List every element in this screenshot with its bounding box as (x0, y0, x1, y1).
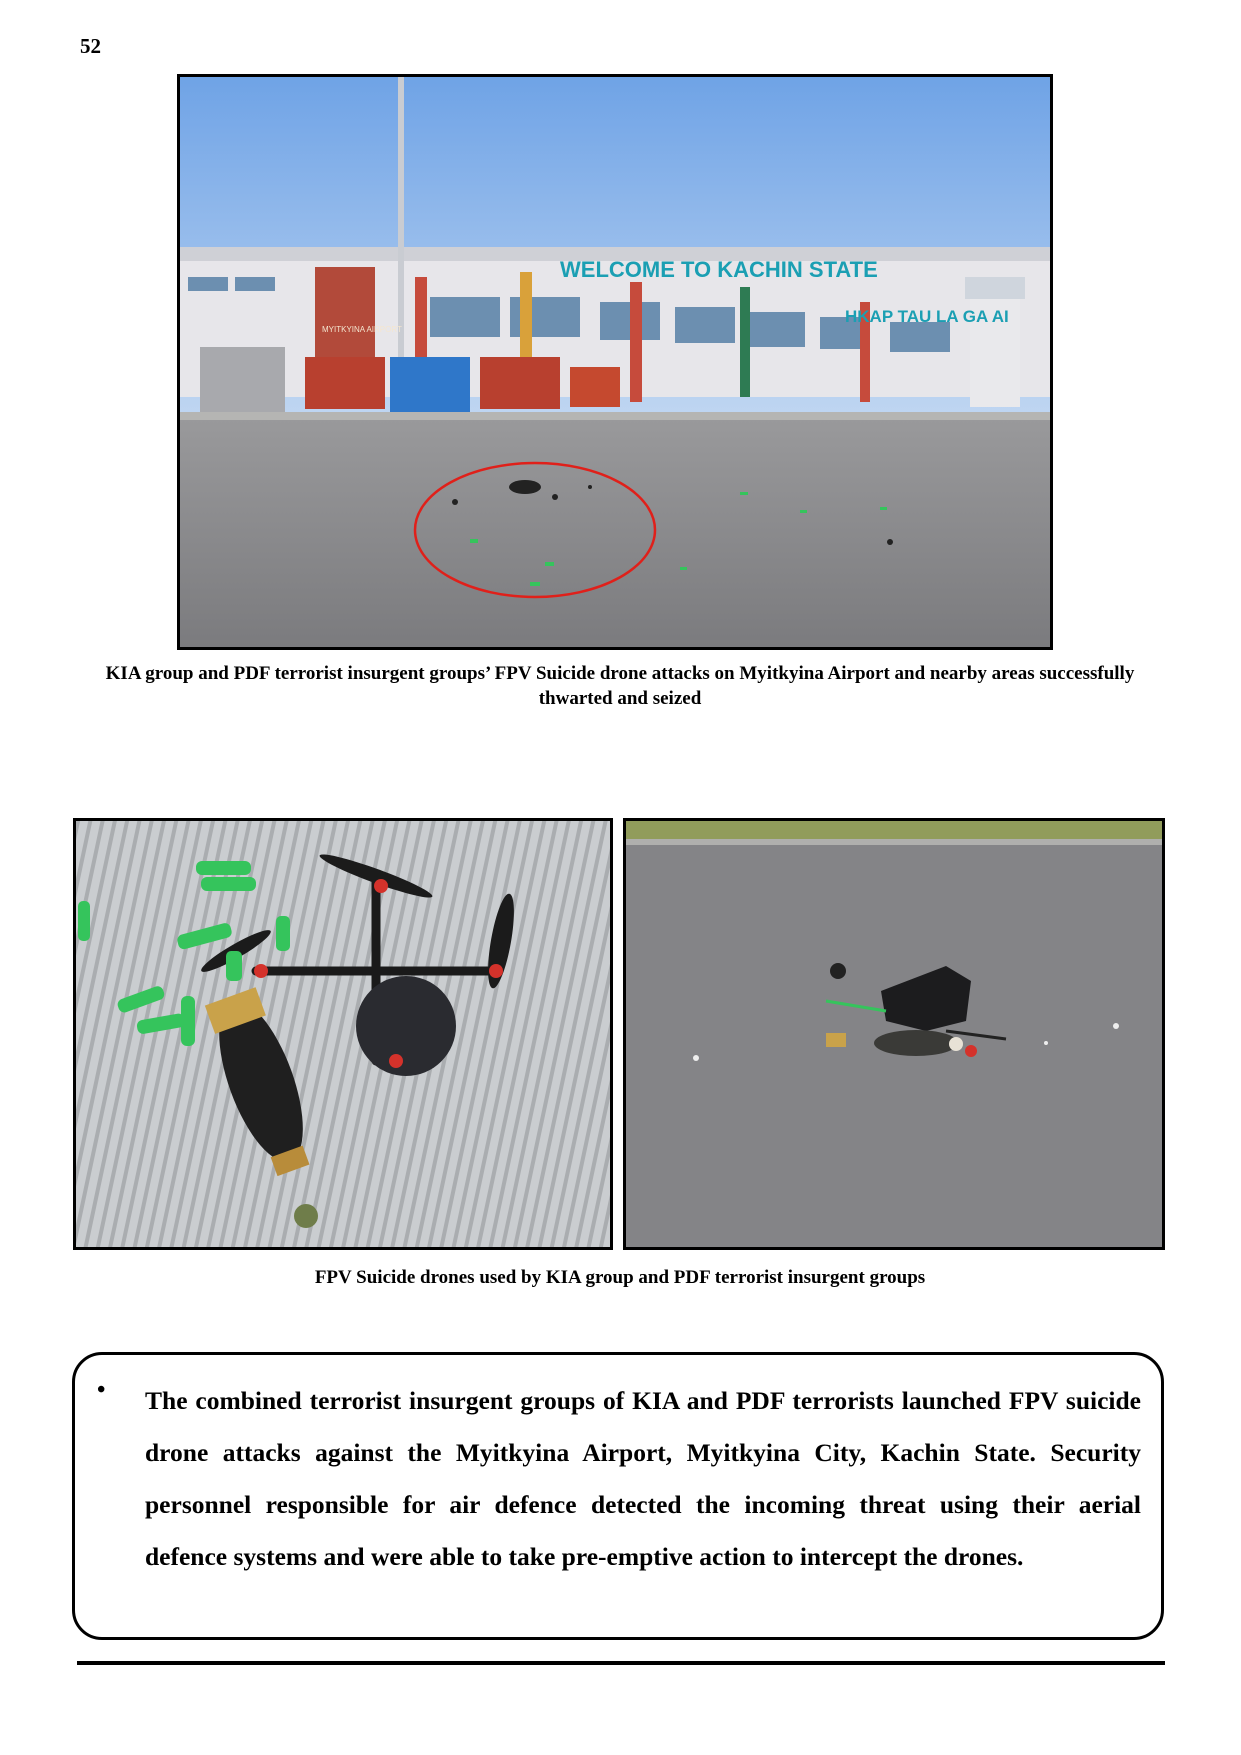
footer-rule (77, 1661, 1165, 1665)
sign-greeting: HKAP TAU LA GA AI (845, 307, 1009, 326)
drone-photos-caption: FPV Suicide drones used by KIA group and PDF terrorist insurgent groups (314, 1267, 926, 1288)
airport-photo (177, 74, 1053, 650)
bullet-icon: • (97, 1377, 106, 1403)
page-number: 52 (80, 34, 101, 58)
sign-terminal: MYITKYINA AIRPORT (322, 325, 402, 334)
statement-box (72, 1352, 1164, 1640)
airport-photo-caption: KIA group and PDF terrorist insurgent groups’ FPV Suicide drone attacks on Myitkyina Airport and nearby areas successfully thwarted and seized (105, 663, 1135, 709)
sign-welcome: WELCOME TO KACHIN STATE (560, 257, 878, 282)
statement-text: The combined terrorist insurgent groups of KIA and PDF terrorists launched FPV suicide drone attacks against the Myitkyina Airport, Myitkyina City, Kachin State. Security personnel responsible for air defence detected the incoming threat using their aerial defence systems and were able to take pre-emptive action to intercept the drones. (145, 1386, 1141, 1571)
drone-closeup-photo (73, 818, 613, 1250)
drone-runway-photo (623, 818, 1165, 1250)
